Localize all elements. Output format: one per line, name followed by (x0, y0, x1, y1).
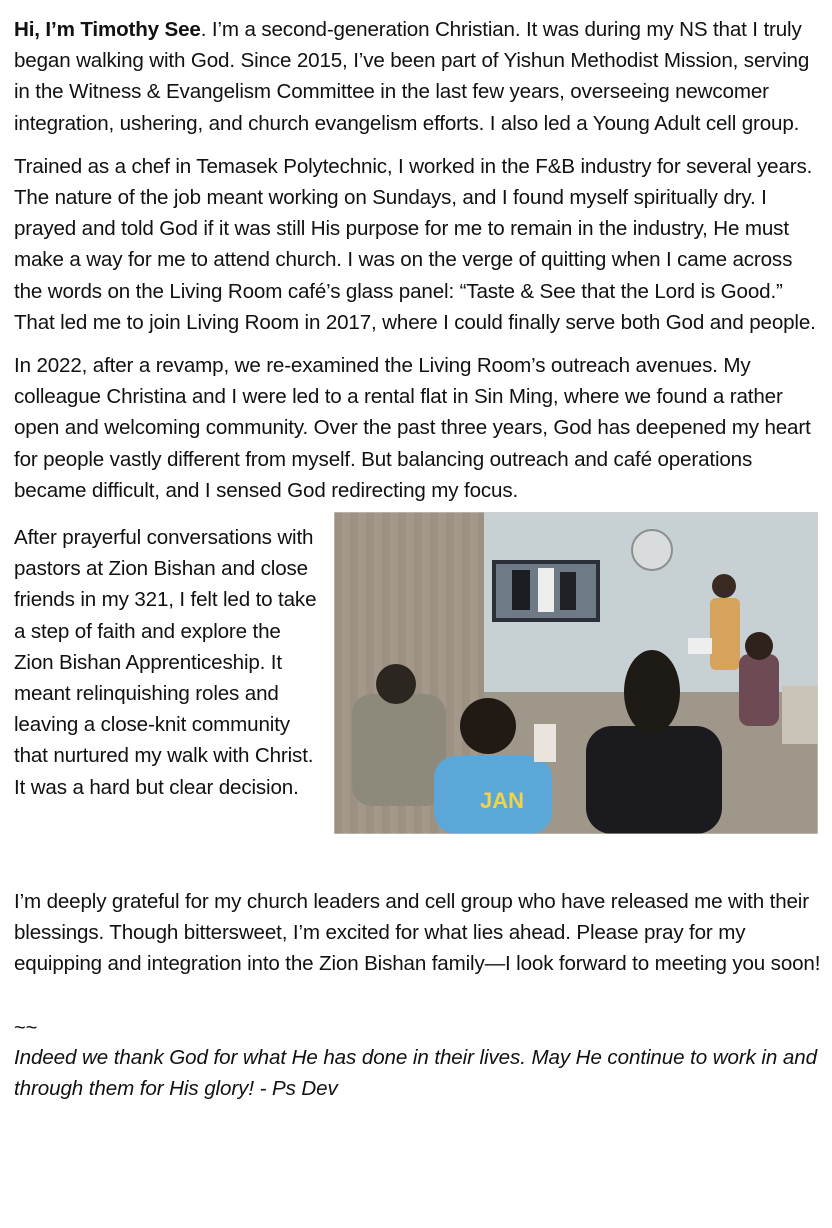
chef-paragraph: Trained as a chef in Temasek Polytechnic, I worked in the F&B industry for several years. The nature of the job meant working on Sundays, and I found myself spiritually dry. I prayed and told God if it was still His purpose for me to remain in the industry, He must make a way for me to attend church. I was on the verge of quitting when I came across the words on the Living Room café’s glass panel: “Taste & See that the Lord is Good.” That led me to join Living Room in 2017, where I could finally serve both God and people. (14, 154, 816, 334)
intro-paragraph (14, 14, 822, 139)
outreach-paragraph: In 2022, after a revamp, we re-examined the Living Room’s outreach avenues. My colleague Christina and I were led to a rental flat in Sin Ming, where we found a rather open and welcoming community. Over the past three years, God has deepened my heart for people vastly different from myself. But balancing outreach and café operations became difficult, and I sensed God redirecting my focus. (14, 354, 811, 502)
gratitude-paragraph: I’m deeply grateful for my church leaders and cell group who have released me with their blessings. Though bittersweet, I’m excited for what lies ahead. Please pray for my equipping and integration into the Zion Bishan family—I look forward to meeting you soon! (14, 890, 821, 976)
group-photo-illustration (334, 512, 818, 834)
section-divider: ~~ (14, 1016, 38, 1039)
intro-name: Hi, I’m Timothy See (14, 18, 201, 41)
intro-text: . I’m a second-generation Christian. It was during my NS that I truly began walking with God. Since 2015, I’ve been part of Yishun Methodist Mission, serving in the Witness & Evangelism Committee in the last few years, overseeing newcomer integration, ushering, and church evangelism efforts. I also led a Young Adult cell group. (14, 18, 810, 135)
closing-remark: Indeed we thank God for what He has done in their lives. May He continue to work in and through them for His glory! - Ps Dev (14, 1045, 817, 1100)
shirt-text: JAN (480, 788, 525, 814)
group-photo (334, 512, 818, 834)
apprenticeship-paragraph: After prayerful conversations with pastors at Zion Bishan and close friends in my 321, I felt led to take a step of faith and explore the Zion Bishan Apprenticeship. It meant relinquishing roles and leaving a close-knit community that nurtured my walk with Christ. It was a hard but clear decision. (14, 526, 317, 799)
article (14, 14, 822, 1104)
spacer (14, 992, 822, 1014)
photo-section (14, 518, 822, 864)
